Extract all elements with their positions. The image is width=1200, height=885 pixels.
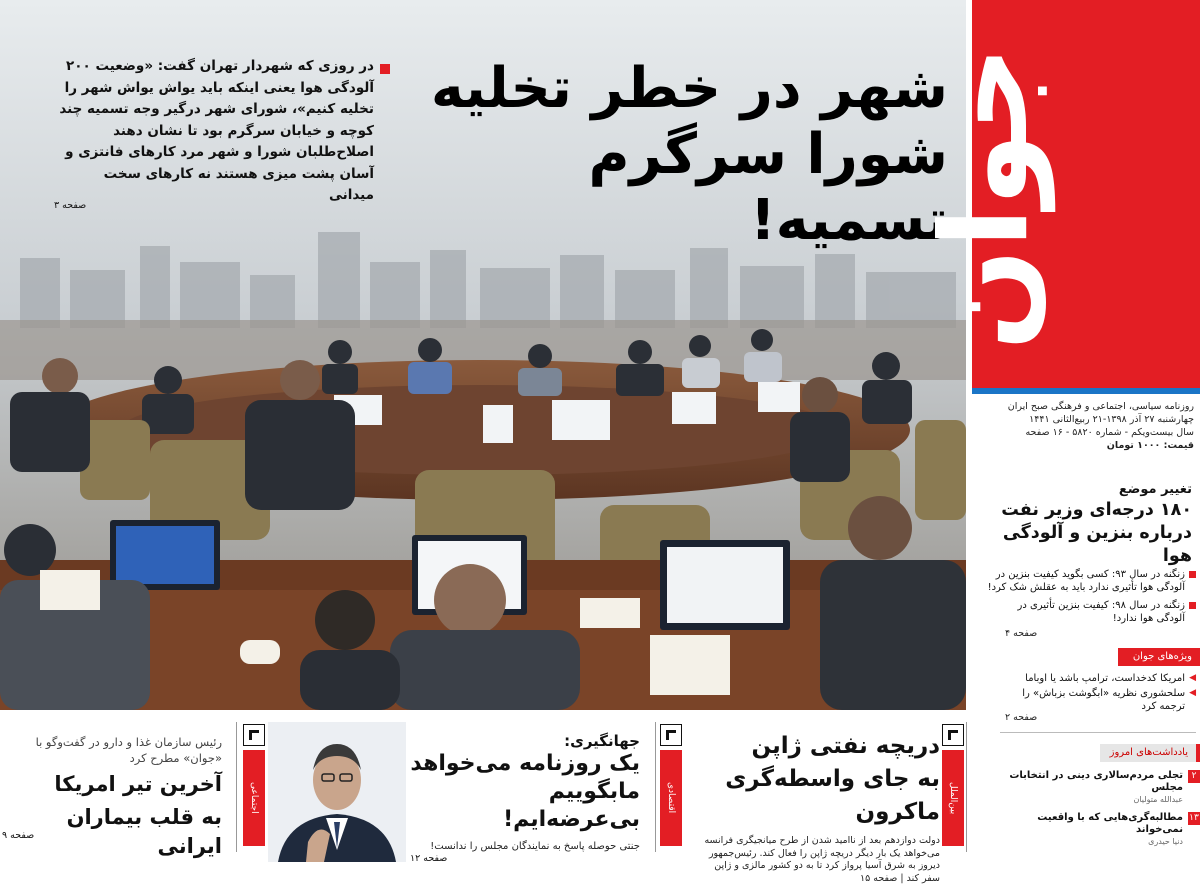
issue-line2: چهارشنبه ۲۷ آذر ۱۳۹۸-۲۱ ربیع‌الثانی ۱۴۴۱ [1029,414,1194,425]
list-item[interactable] [1004,672,1196,685]
masthead-stripe [972,388,1200,394]
bottom-story-2-page-ref[interactable]: صفحه ۱۲ [410,853,448,864]
logo-text: جوان [916,45,1055,351]
main-headline[interactable] [428,56,948,254]
special-item-text: امریکا کدخداست، ترامپ باشد یا اوباما [1025,673,1186,684]
bottom-story-3-page-ref[interactable]: صفحه ۹ [2,830,35,841]
main-page-ref[interactable]: صفحه ۳ [54,200,87,211]
side-story-headline: ۱۸۰ درجه‌ای وزیر نفت درباره بنزین و آلودگی هوا [1001,500,1192,566]
bottom-story-1-headline-line1: دریچه نفتی ژاپن [751,733,940,759]
bottom-story-2-headline-line1: یک روزنامه می‌خواهد [410,751,640,776]
bottom-story-3-headline-line1: آخرین تیر امریکا [54,772,222,796]
bottom-story-3-headline-line2: به قلب بیماران ایرانی [66,805,222,858]
special-item-text: سلحشوری نظریه «ابگوشت بزباش» را ترجمه کرد [1022,688,1186,712]
triangle-bullet-icon: ◀ [1189,688,1196,698]
divider [966,722,967,852]
masthead[interactable] [916,0,1200,388]
bottom-story-1-page-ref[interactable]: صفحه ۱۵ [859,872,898,884]
note-page-number: ۱۳ [1189,813,1199,823]
side-story-page-ref[interactable]: صفحه ۴ [1005,628,1038,639]
bottom-story-2-headline-line2: مابگوییم بی‌عرضه‌ایم! [503,779,640,832]
issue-line1: روزنامه سیاسی، اجتماعی و فرهنگی صبح ایران [1007,401,1194,412]
divider [236,722,237,852]
bullet-icon [1189,571,1196,578]
note-title: مطالبه‌گری‌هایی که با واقعیت نمی‌خواند [1037,812,1183,835]
portrait-photo [268,722,406,862]
main-headline-line1: شهر در خطر تخلیه [430,56,948,121]
bullet-icon [1189,602,1196,609]
main-headline-line2: شورا سرگرم تسمیه! [588,122,948,253]
side-story-bullets [986,568,1196,630]
issue-line3: سال بیست‌ویکم - شماره ۵۸۲۰ - ۱۶ صفحه [1025,427,1194,438]
triangle-bullet-icon: ◀ [1189,673,1196,683]
bullet-text: زنگنه در سال ۹۳: کسی بگوید کیفیت بنزین در آلودگی هوا تأثیری ندارد باید به عقلش شک کرد! [987,569,1185,593]
section-tag-social: اجتماعی [243,750,265,846]
note-title: تجلی مردم‌سالاری دینی در انتخابات مجلس [1009,770,1183,793]
bottom-story-2-body: جنتی حوصله پاسخ به نمایندگان مجلس را ندانست! [430,841,640,852]
javan-logo [916,18,1200,378]
special-box-items [1004,672,1196,715]
note-author: دنیا حیدری [1148,837,1183,846]
main-lead: در روزی که شهردار تهران گفت: «وضعیت ۲۰۰ آلودگی هوا یعنی اینکه باید یواش یواش شهر را تخلیه کنیم»، شورای شهر درگیر وجه تسمیه چند کوچه و خیابان سرگرم بود تا نشان دهند اصلاح‌طلبان شورا و شهر مرد کارهای فانتزی و آسان پشت میزی هستند نه کارهای سخت میدانی [59,58,374,203]
section-tag-economic: اقتصادی [660,750,682,846]
list-item[interactable] [1004,812,1200,848]
bottom-story-1-headline-line2: به جای واسطه‌گری ماکرون [725,766,940,825]
corner-arrow-icon [243,724,265,746]
issue-price: قیمت: ۱۰۰۰ تومان [1106,440,1194,451]
list-item[interactable] [1004,687,1196,713]
bottom-story-2-kicker: جهانگیری: [564,732,640,750]
list-item [986,599,1196,625]
divider [655,722,656,852]
corner-arrow-icon [942,724,964,746]
side-story-kicker: تغییر موضع [1118,482,1192,497]
notes-box [1004,770,1200,854]
bottom-story-2[interactable] [410,732,640,864]
note-page-number: ۲ [1188,770,1200,783]
issue-info [1006,400,1194,452]
note-author: عبدالله متولیان [1133,795,1183,804]
lead-bullet [380,64,390,74]
corner-arrow-icon [660,724,682,746]
section-tag-international: بین‌الملل [942,750,964,846]
list-item[interactable] [1004,770,1200,806]
bottom-story-3[interactable] [16,734,222,861]
bottom-story-1[interactable] [700,730,940,885]
portrait-illustration [268,722,406,862]
bottom-story-1-body-text: دولت دوازدهم بعد از ناامید شدن از طرح میانجیگری فرانسه می‌خواهد یک بار دیگر دریچه ژاپن را فعال کند. رئیس‌جمهور دیروز به شرق آسیا پرواز کرد تا به دو کشور مالزی و ژاپن سفر کند [704,835,940,884]
bottom-story-3-kicker: رئیس سازمان غذا و دارو در گفت‌وگو با «جوان» مطرح کرد [35,735,222,765]
side-story[interactable] [992,482,1192,568]
bullet-text: زنگنه در سال ۹۸: کیفیت بنزین تأثیری در آلودگی هوا ندارد! [1017,600,1185,624]
notes-box-label: یادداشت‌های امروز [1100,744,1200,762]
special-box-label: ویژه‌های جوان [1118,648,1200,666]
divider [1000,732,1196,733]
bottom-story-1-body: دولت دوازدهم بعد از ناامید شدن از طرح میانجیگری فرانسه می‌خواهد یک بار دیگر دریچه ژاپن را فعال کند. رئیس‌جمهور دیروز به شرق آسیا پرواز کرد تا به دو کشور مالزی و ژاپن سفر کند | صفحه ۱۵ [704,835,940,884]
special-box-page-ref[interactable]: صفحه ۲ [1005,712,1038,723]
list-item [986,568,1196,594]
